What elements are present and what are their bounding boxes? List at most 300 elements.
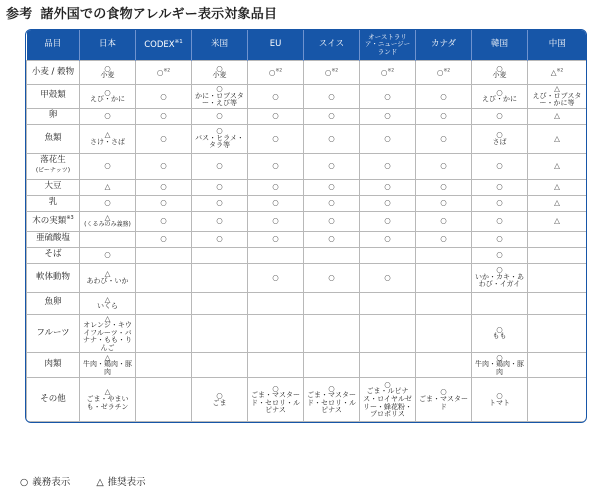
mark-cell: [472, 85, 528, 109]
mark-cell: [192, 195, 248, 211]
mark-symbol: ○: [384, 91, 391, 101]
table-row: [27, 179, 587, 195]
page-title: [6, 3, 277, 22]
mark-cell: [136, 108, 192, 124]
mark-symbol: ○: [216, 84, 223, 93]
mark-cell: [360, 247, 416, 263]
mark-detail: えび・かに: [482, 95, 517, 104]
mark-cell: [304, 378, 360, 422]
item-name-cell: [27, 153, 80, 179]
mark-symbol: △: [104, 130, 111, 140]
mark-symbol: ○: [440, 111, 447, 121]
mark-cell: [528, 353, 587, 378]
mark-cell: [304, 263, 360, 292]
mark-cell: [528, 85, 587, 109]
mark-cell: [416, 292, 472, 314]
item-name-cell: [27, 263, 80, 292]
mark-cell: [472, 263, 528, 292]
table-row: [27, 378, 587, 422]
mark-cell: [528, 247, 587, 263]
mark-symbol: ○: [496, 234, 503, 244]
mark-cell: [248, 153, 304, 179]
allergen-table: [26, 30, 587, 422]
mark-symbol: ○: [496, 111, 503, 121]
mark-cell: [248, 378, 304, 422]
mark-cell: [80, 263, 136, 292]
mark-cell: [528, 292, 587, 314]
item-name-cell: [27, 195, 80, 211]
mark-detail: 牛肉・鶏肉・豚肉: [475, 360, 524, 377]
item-name: フルーツ: [36, 327, 70, 338]
mark-symbol: ○: [496, 250, 503, 260]
mark-cell: [192, 61, 248, 85]
mark-symbol: ○: [272, 216, 279, 226]
mark-cell: [360, 61, 416, 85]
mark-cell: [472, 211, 528, 231]
item-name-cell: [27, 179, 80, 195]
table-row: [27, 211, 587, 231]
mark-cell: [136, 61, 192, 85]
mark-cell: [304, 108, 360, 124]
mark-symbol: ○: [496, 265, 503, 275]
mark-symbol: ○: [160, 234, 167, 244]
mark-symbol: ○: [328, 133, 335, 143]
item-name-cell: [27, 378, 80, 422]
item-name: 亜硫酸塩: [35, 233, 70, 244]
mark-detail: さば: [492, 137, 507, 146]
mark-cell: [360, 353, 416, 378]
mark-cell: [528, 231, 587, 247]
mark-symbol: △: [104, 387, 111, 397]
mark-cell: [304, 211, 360, 231]
mark-symbol: ○: [328, 91, 335, 101]
mark-symbol: ○: [384, 161, 391, 171]
mark-symbol: ○: [216, 111, 223, 121]
mark-cell: [528, 179, 587, 195]
mark-cell: [192, 247, 248, 263]
table-row: [27, 153, 587, 179]
mark-symbol: △: [104, 269, 111, 279]
mark-cell: [360, 85, 416, 109]
mark-symbol: ○: [496, 87, 503, 97]
mark-cell: [472, 314, 528, 353]
item-name: 魚類: [44, 132, 62, 143]
mark-cell: [416, 124, 472, 153]
mark-cell: [304, 292, 360, 314]
column-header: 韓国: [472, 30, 528, 61]
mark-cell: [192, 292, 248, 314]
mark-cell: [416, 179, 472, 195]
mark-symbol: ○: [160, 133, 167, 143]
mark-symbol: △: [554, 216, 560, 226]
mark-symbol: △: [554, 161, 560, 171]
mark-note-ref: ※2: [163, 68, 171, 74]
mark-cell: [304, 124, 360, 153]
mark-symbol: ○: [216, 234, 223, 244]
legend: [20, 474, 150, 488]
mark-cell: [136, 247, 192, 263]
mark-detail: ごま・ルピナス・ロイヤルゼリー・蜂花粉・プロポリス: [363, 387, 412, 419]
mark-cell: [304, 353, 360, 378]
title-main: 諸外国での食物アレルギー表示対象品目: [40, 7, 278, 22]
mark-cell: [80, 108, 136, 124]
mark-cell: [416, 378, 472, 422]
mark-cell: [304, 247, 360, 263]
mark-cell: [416, 61, 472, 85]
mark-cell: [360, 211, 416, 231]
mark-symbol: ○: [384, 379, 391, 389]
mark-cell: [80, 231, 136, 247]
mark-symbol: ○: [216, 216, 223, 226]
mark-symbol: ○: [328, 234, 335, 244]
column-header: 日本: [80, 30, 136, 61]
mark-cell: [248, 179, 304, 195]
mark-cell: [136, 292, 192, 314]
mark-cell: [360, 263, 416, 292]
legend-mandatory-label: 義務表示: [32, 477, 71, 488]
mark-cell: [528, 314, 587, 353]
mark-cell: [416, 314, 472, 353]
mark-cell: [472, 292, 528, 314]
mark-symbol: ○: [496, 324, 503, 334]
mark-cell: [472, 247, 528, 263]
mark-detail: いか・カキ・あわび・イガイ: [475, 272, 524, 289]
mark-symbol: △: [104, 352, 111, 362]
mark-symbol: ○: [160, 182, 167, 192]
mark-cell: [80, 124, 136, 153]
mark-symbol: ○: [384, 198, 391, 208]
mark-symbol: ○: [496, 391, 503, 401]
mark-cell: [248, 231, 304, 247]
item-name-cell: [27, 108, 80, 124]
table-row: [27, 292, 587, 314]
mark-cell: [360, 124, 416, 153]
mark-symbol: ○$^{※2}$: [268, 67, 283, 77]
mark-symbol: ○: [328, 216, 335, 226]
mark-cell: [192, 231, 248, 247]
mark-symbol: ○: [104, 198, 111, 208]
mark-note-ref: ※2: [443, 68, 451, 74]
mark-symbol: △: [554, 182, 560, 192]
mark-symbol: ○$^{※2}$: [436, 67, 451, 77]
mark-cell: [528, 378, 587, 422]
item-name: 木の実類: [32, 215, 67, 226]
table-row: [27, 108, 587, 124]
mark-symbol: ○: [216, 198, 223, 208]
mark-symbol: ○: [216, 391, 223, 401]
mark-cell: [136, 314, 192, 353]
column-header: カナダ: [416, 30, 472, 61]
mark-cell: [528, 108, 587, 124]
table-row: [27, 231, 587, 247]
item-name: 魚卵: [44, 297, 62, 308]
mark-symbol: ○: [104, 161, 111, 171]
mark-note-ref: ※2: [275, 68, 283, 74]
item-name: 甲殻類: [40, 90, 66, 101]
mark-cell: [304, 179, 360, 195]
mark-cell: [416, 195, 472, 211]
table-row: [27, 353, 587, 378]
item-name-cell: [27, 231, 80, 247]
mark-symbol: ○: [384, 133, 391, 143]
mark-symbol: ○: [328, 161, 335, 171]
table-row: [27, 61, 587, 85]
table-row: [27, 263, 587, 292]
mark-cell: [80, 153, 136, 179]
mark-symbol: ○: [440, 234, 447, 244]
mark-symbol: ○: [496, 161, 503, 171]
item-name: そば: [44, 249, 62, 260]
column-header: スイス: [304, 30, 360, 61]
mark-symbol: ○: [272, 383, 279, 393]
mark-cell: [80, 378, 136, 422]
mark-cell: [80, 314, 136, 353]
allergen-table-container: [25, 29, 587, 423]
mark-symbol: ○: [384, 111, 391, 121]
table-body: [27, 61, 587, 422]
column-header: 米国: [192, 30, 248, 61]
table-row: [27, 247, 587, 263]
mark-symbol: △: [104, 294, 111, 304]
mark-cell: [528, 195, 587, 211]
mark-symbol: ○$^{※2}$: [324, 67, 339, 77]
mark-cell: [528, 211, 587, 231]
mark-cell: [192, 85, 248, 109]
mark-symbol: ○: [104, 250, 111, 260]
reference-label: 参考: [6, 7, 33, 22]
mark-symbol: ○: [272, 133, 279, 143]
mark-symbol: ○: [272, 234, 279, 244]
mark-symbol: ○: [328, 198, 335, 208]
mandatory-symbol: ○: [20, 477, 29, 488]
mark-symbol: ○: [440, 198, 447, 208]
table-header-row: [27, 30, 587, 61]
mark-detail: 牛肉・鶏肉・豚肉: [83, 360, 132, 377]
mark-cell: [416, 211, 472, 231]
table-row: [27, 195, 587, 211]
mark-cell: [360, 153, 416, 179]
mark-cell: [360, 179, 416, 195]
mark-cell: [192, 211, 248, 231]
table-row: [27, 85, 587, 109]
mark-symbol: ○: [496, 63, 503, 73]
mark-cell: [80, 247, 136, 263]
mark-symbol: ○: [328, 182, 335, 192]
mark-symbol: ○: [328, 272, 335, 282]
mark-symbol: ○: [384, 216, 391, 226]
mark-symbol: △$^{※2}$: [550, 67, 564, 77]
legend-recommended-label: 推奨表示: [107, 477, 146, 488]
mark-cell: [136, 153, 192, 179]
mark-cell: [304, 61, 360, 85]
item-note-ref: ※3: [66, 214, 74, 221]
mark-cell: [80, 292, 136, 314]
mark-cell: [192, 314, 248, 353]
mark-symbol: ○$^{※2}$: [156, 67, 171, 77]
mark-cell: [136, 195, 192, 211]
mark-cell: [528, 263, 587, 292]
mark-cell: [248, 108, 304, 124]
mark-cell: [136, 378, 192, 422]
mark-cell: [416, 85, 472, 109]
mark-cell: [472, 153, 528, 179]
mark-symbol: ○: [440, 387, 447, 397]
mark-cell: [192, 124, 248, 153]
mark-symbol: ○: [496, 198, 503, 208]
mark-cell: [136, 179, 192, 195]
mark-cell: [192, 378, 248, 422]
mark-cell: [248, 314, 304, 353]
mark-symbol: ○: [216, 126, 223, 136]
mark-cell: [80, 85, 136, 109]
mark-symbol: ○: [384, 272, 391, 282]
item-name-cell: [27, 247, 80, 263]
mark-cell: [248, 85, 304, 109]
table-row: [27, 314, 587, 353]
mark-detail: 小麦: [100, 71, 115, 80]
mark-symbol: ○: [216, 63, 223, 73]
mark-symbol: ○: [160, 198, 167, 208]
mark-cell: [192, 179, 248, 195]
item-name-cell: [27, 85, 80, 109]
mark-symbol: △: [554, 111, 560, 121]
mark-detail: あわび・いか: [86, 276, 129, 285]
column-header: 品目: [27, 30, 80, 61]
recommended-symbol: △: [96, 477, 104, 488]
item-name-cell: [27, 314, 80, 353]
mark-cell: [192, 353, 248, 378]
mark-note-ref: ※2: [387, 68, 395, 74]
mark-cell: [304, 231, 360, 247]
mark-cell: [248, 353, 304, 378]
mark-cell: [360, 292, 416, 314]
mark-symbol: ○$^{※2}$: [380, 67, 395, 77]
mark-cell: [248, 292, 304, 314]
mark-cell: [360, 195, 416, 211]
mark-detail: ごま: [212, 398, 227, 407]
item-name: 乳: [48, 197, 58, 208]
mark-cell: [472, 124, 528, 153]
mark-cell: [304, 153, 360, 179]
mark-detail: 小麦: [212, 71, 227, 80]
item-name-cell: [27, 61, 80, 85]
mark-cell: [304, 85, 360, 109]
item-name-cell: [27, 353, 80, 378]
item-subname: (ピーナッツ): [35, 167, 71, 175]
item-name-cell: [27, 124, 80, 153]
mark-cell: [416, 353, 472, 378]
mark-symbol: ○: [440, 216, 447, 226]
mark-symbol: ○: [440, 161, 447, 171]
mark-cell: [528, 153, 587, 179]
mark-cell: [136, 124, 192, 153]
mark-symbol: △: [554, 84, 560, 93]
mark-symbol: ○: [440, 133, 447, 143]
mark-cell: [248, 195, 304, 211]
mark-symbol: ○: [496, 130, 503, 140]
mark-symbol: ○: [216, 161, 223, 171]
mark-cell: [80, 353, 136, 378]
mark-cell: [472, 108, 528, 124]
mark-note-ref: ※2: [556, 68, 564, 74]
mark-cell: [360, 378, 416, 422]
mark-detail: もも: [492, 332, 507, 341]
column-header: オーストラリア・ニュージーランド: [360, 30, 416, 61]
column-header: 中国: [528, 30, 587, 61]
mark-cell: [192, 108, 248, 124]
mark-cell: [472, 353, 528, 378]
mark-symbol: ○: [272, 161, 279, 171]
mark-cell: [248, 263, 304, 292]
column-header: EU: [248, 30, 304, 61]
mark-cell: [416, 247, 472, 263]
mark-symbol: ○: [160, 216, 167, 226]
mark-symbol: ○: [496, 182, 503, 192]
item-name: 卵: [48, 110, 58, 121]
mark-symbol: ○: [272, 198, 279, 208]
mark-cell: [80, 61, 136, 85]
mark-symbol: ○: [440, 182, 447, 192]
mark-symbol: ○: [328, 383, 335, 393]
mark-cell: [416, 231, 472, 247]
mark-detail: 小麦: [492, 71, 507, 80]
item-name: 小麦 / 穀物: [31, 66, 75, 77]
mark-cell: [360, 108, 416, 124]
mark-detail: えび・ロブスター・かに等: [532, 91, 582, 108]
mark-symbol: ○: [272, 91, 279, 101]
mark-symbol: △: [554, 133, 560, 143]
mark-cell: [416, 263, 472, 292]
mark-cell: [528, 124, 587, 153]
item-name: その他: [40, 393, 66, 404]
mark-symbol: ○: [160, 91, 167, 101]
item-name: 肉類: [44, 359, 62, 370]
mark-detail: ごま・マスタード: [419, 394, 468, 411]
mark-detail: バス・ヒラメ・タラ等: [195, 133, 244, 150]
mark-symbol: ○: [104, 87, 111, 97]
mark-detail: えび・かに: [90, 95, 125, 104]
mark-detail: トマト: [489, 398, 510, 407]
mark-cell: [472, 231, 528, 247]
mark-symbol: ○: [496, 352, 503, 362]
mark-symbol: △: [104, 314, 111, 323]
mark-detail: ごま・やまいも・ゼラチン: [86, 394, 129, 411]
mark-cell: [472, 179, 528, 195]
mark-cell: [416, 153, 472, 179]
mark-cell: [136, 211, 192, 231]
mark-detail: ごま・マスタード・セロリ・ルピナス: [251, 391, 300, 415]
mark-symbol: △: [104, 212, 111, 222]
mark-cell: [192, 263, 248, 292]
mark-symbol: ○: [496, 216, 503, 226]
mark-cell: [360, 231, 416, 247]
mark-symbol: ○: [216, 182, 223, 192]
mark-cell: [80, 195, 136, 211]
mark-cell: [360, 314, 416, 353]
item-name: 大豆: [44, 181, 62, 192]
mark-cell: [248, 247, 304, 263]
mark-cell: [528, 61, 587, 85]
mark-symbol: ○: [384, 182, 391, 192]
mark-symbol: ○: [328, 111, 335, 121]
mark-cell: [472, 378, 528, 422]
mark-cell: [472, 61, 528, 85]
mark-cell: [192, 153, 248, 179]
mark-cell: [136, 231, 192, 247]
item-name: 軟体動物: [35, 271, 70, 282]
mark-cell: [304, 314, 360, 353]
mark-symbol: ○: [272, 272, 279, 282]
